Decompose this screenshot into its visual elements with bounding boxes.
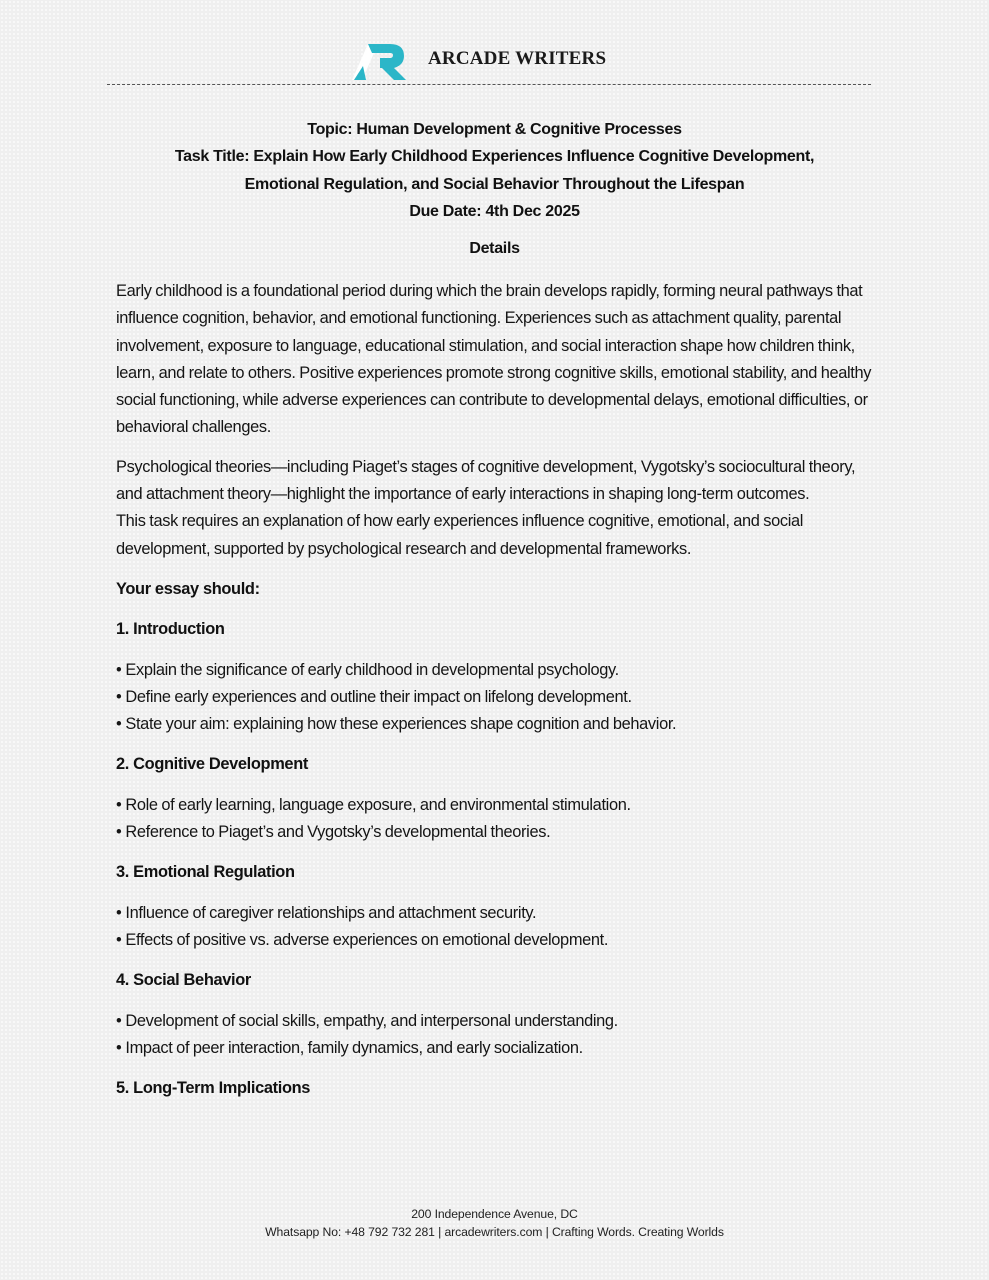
- topic-line: Topic: Human Development & Cognitive Processes: [307, 121, 682, 138]
- bullet-icon: •: [116, 930, 122, 949]
- due-date: Due Date: 4th Dec 2025: [409, 202, 580, 220]
- list-item: [116, 927, 876, 954]
- title-block: [0, 116, 989, 225]
- list-item: [116, 819, 876, 846]
- section-heading: 1. Introduction: [116, 620, 225, 639]
- task-title-line-1: Task Title: Explain How Early Childhood Experiences Influence Cognitive Development,: [174, 148, 815, 166]
- list-item-text: Influence of caregiver relationships and attachment security.: [125, 903, 537, 922]
- section-list: [116, 900, 876, 955]
- list-item: [116, 1008, 876, 1035]
- list-item-text: Effects of positive vs. adverse experiences on emotional development.: [125, 930, 609, 949]
- document-body: [116, 278, 876, 1115]
- task-title-line-2: Emotional Regulation, and Social Behavior Throughout the Lifespan: [244, 175, 745, 193]
- section-heading: 3. Emotional Regulation: [116, 863, 295, 882]
- list-item-text: Development of social skills, empathy, and interpersonal understanding.: [125, 1011, 618, 1030]
- brand-name: ARCADE WRITERS: [428, 48, 607, 69]
- bullet-icon: •: [116, 687, 122, 706]
- list-item: [116, 657, 876, 684]
- bullet-icon: •: [116, 660, 122, 679]
- ar-logo-icon: [344, 38, 408, 82]
- section-heading: 5. Long-Term Implications: [116, 1079, 311, 1098]
- bullet-icon: •: [116, 715, 122, 734]
- list-item-text: State your aim: explaining how these experiences shape cognition and behavior.: [125, 715, 677, 734]
- section-list: [116, 657, 876, 739]
- bullet-icon: •: [116, 1038, 122, 1057]
- list-item-text: Impact of peer interaction, family dynamics, and early socialization.: [125, 1038, 583, 1057]
- essay-heading: Your essay should:: [116, 579, 260, 598]
- list-item: [116, 1035, 876, 1062]
- bullet-icon: •: [116, 1011, 122, 1030]
- intro-paragraph: Early childhood is a foundational period during which the brain develops rapidly, forming neural pathways that influence cognition, behavior, and emotional functioning. Experiences such as attachment quality, parental involvement, exposure to language, educational stimulation, and social interaction shape how children think, learn, and relate to others. Positive experiences promote strong cognitive skills, emotional stability, and healthy social functioning, while adverse experiences can contribute to developmental delays, emotional difficulties, or behavioral challenges.: [116, 282, 872, 437]
- bullet-icon: •: [116, 795, 122, 814]
- list-item: [116, 900, 876, 927]
- section-list: [116, 1008, 876, 1063]
- list-item-text: Define early experiences and outline their impact on lifelong development.: [125, 687, 632, 706]
- footer: [0, 1206, 989, 1241]
- list-item: [116, 792, 876, 819]
- letterhead: [0, 34, 989, 84]
- header-divider: [107, 84, 871, 85]
- details-heading: Details: [469, 240, 520, 257]
- bullet-icon: •: [116, 903, 122, 922]
- list-item: [116, 684, 876, 711]
- footer-address: 200 Independence Avenue, DC: [411, 1207, 578, 1221]
- list-item-text: Role of early learning, language exposure, and environmental stimulation.: [125, 795, 631, 814]
- bullet-icon: •: [116, 823, 122, 842]
- section-heading: 2. Cognitive Development: [116, 755, 308, 774]
- section-heading: 4. Social Behavior: [116, 971, 251, 990]
- list-item: [116, 711, 876, 738]
- theories-paragraph: Psychological theories—including Piaget’s stages of cognitive development, Vygotsky’s sociocultural theory, and attachment theory—highlight the importance of early interactions in shaping long-term outcomes.: [116, 457, 856, 504]
- footer-contact: Whatsapp No: +48 792 732 281 | arcadewriters.com | Crafting Words. Creating Worlds: [265, 1224, 724, 1239]
- section-list: [116, 792, 876, 847]
- list-item-text: Explain the significance of early childhood in developmental psychology.: [125, 660, 619, 679]
- list-item-text: Reference to Piaget’s and Vygotsky’s developmental theories.: [125, 823, 551, 842]
- task-paragraph: This task requires an explanation of how early experiences influence cognitive, emotional, and social development, supported by psychological research and developmental frameworks.: [116, 512, 804, 558]
